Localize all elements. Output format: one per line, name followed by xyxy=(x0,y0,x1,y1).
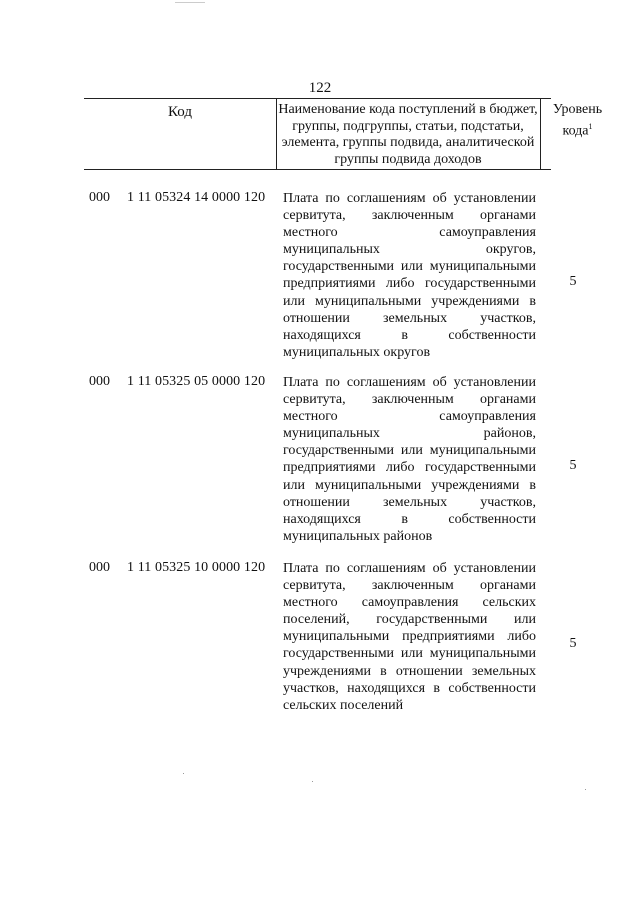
admin-code: 000 xyxy=(89,190,110,205)
page-number: 122 xyxy=(308,80,332,96)
header-level-text: Уровень кода xyxy=(552,102,603,139)
revenue-name: Плата по соглашениям об установлении сервитута, заключенным органами местного самоуправления сельских поселений, государственными или муниципальными предприятиями либо государственными или муниципальными учреждениями в отношении земельных участков, находящихся в собственности сельских поселений xyxy=(283,561,536,713)
revenue-name: Плата по соглашениям об установлении сервитута, заключенным органами местного самоуправления муниципальных районов, государственными или муниципальными предприятиями либо государственными или муниципальными учреждениями в отношении земельных участков, находящихся в собственности муниципальных районов xyxy=(283,375,536,544)
scan-artifact xyxy=(175,2,205,3)
header-level-footnote: 1 xyxy=(588,121,593,131)
header-code-label: Код xyxy=(168,104,192,120)
revenue-code: 1 11 05325 10 0000 120 xyxy=(127,560,266,575)
code-level: 5 xyxy=(569,636,577,651)
scan-artifact xyxy=(585,789,586,790)
code-level: 5 xyxy=(569,458,577,473)
header-level-label xyxy=(540,102,615,140)
scan-artifact xyxy=(183,773,184,774)
table-header xyxy=(84,98,603,170)
code-level: 5 xyxy=(569,274,577,289)
revenue-code: 1 11 05325 05 0000 120 xyxy=(127,374,266,389)
header-name-label: Наименование кода поступлений в бюджет, группы, подгруппы, статьи, подстатьи, элемента, группы подвида, аналитической группы подвида доходов xyxy=(278,102,538,167)
admin-code: 000 xyxy=(89,374,110,389)
revenue-name: Плата по соглашениям об установлении сервитута, заключенным органами местного самоуправления муниципальных округов, государственными или муниципальными предприятиями либо государственными или муниципальными учреждениями в отношении земельных участков, находящихся в собственности муниципальных округов xyxy=(283,191,536,360)
revenue-code: 1 11 05324 14 0000 120 xyxy=(127,190,266,205)
admin-code: 000 xyxy=(89,560,110,575)
scan-artifact xyxy=(312,781,313,782)
